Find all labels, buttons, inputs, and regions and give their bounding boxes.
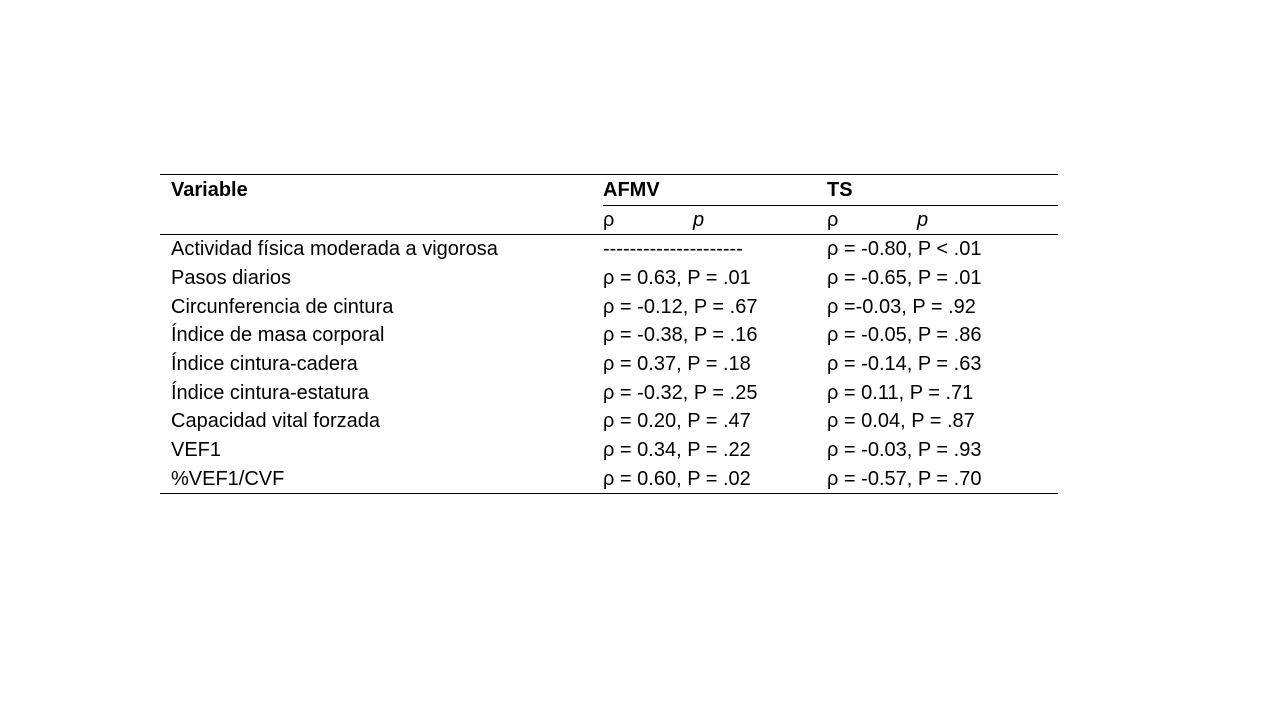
cell-afmv: ρ = 0.63, P = .01: [603, 267, 751, 290]
subheader-afmv: [603, 206, 827, 235]
table-row: [160, 465, 1058, 494]
subheader-ts: [827, 206, 1058, 235]
cell-variable: Capacidad vital forzada: [171, 410, 381, 433]
cell-afmv: ρ = 0.37, P = .18: [603, 353, 751, 376]
cell-afmv: ρ = 0.20, P = .47: [603, 410, 751, 433]
table-row: [160, 350, 1058, 379]
cell-ts: ρ = 0.11, P = .71: [827, 381, 974, 404]
table-header-row: [160, 175, 1058, 206]
cell-variable: Índice cintura-cadera: [171, 353, 358, 376]
subheader-afmv-rho: ρ: [603, 209, 615, 231]
table-row: [160, 292, 1058, 321]
cell-ts: ρ = 0.04, P = .87: [827, 410, 975, 433]
subheader-empty: [160, 206, 603, 235]
cell-ts: ρ =-0.03, P = .92: [827, 295, 976, 318]
cell-ts: ρ = -0.05, P = .86: [827, 324, 982, 347]
cell-variable: %VEF1/CVF: [160, 465, 603, 494]
table-row: [160, 407, 1058, 436]
cell-afmv: ---------------------: [603, 238, 743, 261]
table-row: [160, 235, 1058, 264]
table-row: [160, 436, 1058, 465]
cell-afmv: ρ = -0.12, P = .67: [603, 295, 758, 318]
cell-variable: Índice cintura-estatura: [171, 381, 369, 404]
header-afmv: AFMV: [603, 175, 827, 206]
cell-variable: Índice de masa corporal: [171, 324, 385, 347]
correlation-table: [160, 174, 1058, 494]
subheader-ts-p: p: [917, 209, 929, 231]
cell-variable: Pasos diarios: [171, 267, 292, 290]
correlation-table-container: [160, 174, 1058, 494]
header-ts: TS: [827, 175, 1058, 206]
subheader-afmv-p: p: [693, 209, 705, 231]
cell-afmv: ρ = -0.32, P = .25: [603, 381, 758, 404]
cell-ts: ρ = -0.57, P = .70: [827, 465, 1058, 494]
cell-ts: ρ = -0.14, P = .63: [827, 353, 982, 376]
cell-afmv: ρ = 0.34, P = .22: [603, 439, 751, 462]
cell-ts: ρ = -0.65, P = .01: [827, 267, 982, 290]
table-row: [160, 378, 1058, 407]
cell-ts: ρ = -0.80, P < .01: [827, 238, 982, 261]
cell-variable: Actividad física moderada a vigorosa: [171, 238, 498, 261]
cell-variable: VEF1: [171, 439, 222, 462]
header-variable: Variable: [160, 175, 603, 206]
table-row: [160, 321, 1058, 350]
subheader-ts-rho: ρ: [827, 209, 839, 231]
cell-afmv: ρ = -0.38, P = .16: [603, 324, 758, 347]
cell-variable: Circunferencia de cintura: [171, 295, 394, 318]
cell-afmv: ρ = 0.60, P = .02: [603, 465, 827, 494]
cell-ts: ρ = -0.03, P = .93: [827, 439, 982, 462]
table-row: [160, 264, 1058, 293]
table-subheader-row: [160, 206, 1058, 235]
